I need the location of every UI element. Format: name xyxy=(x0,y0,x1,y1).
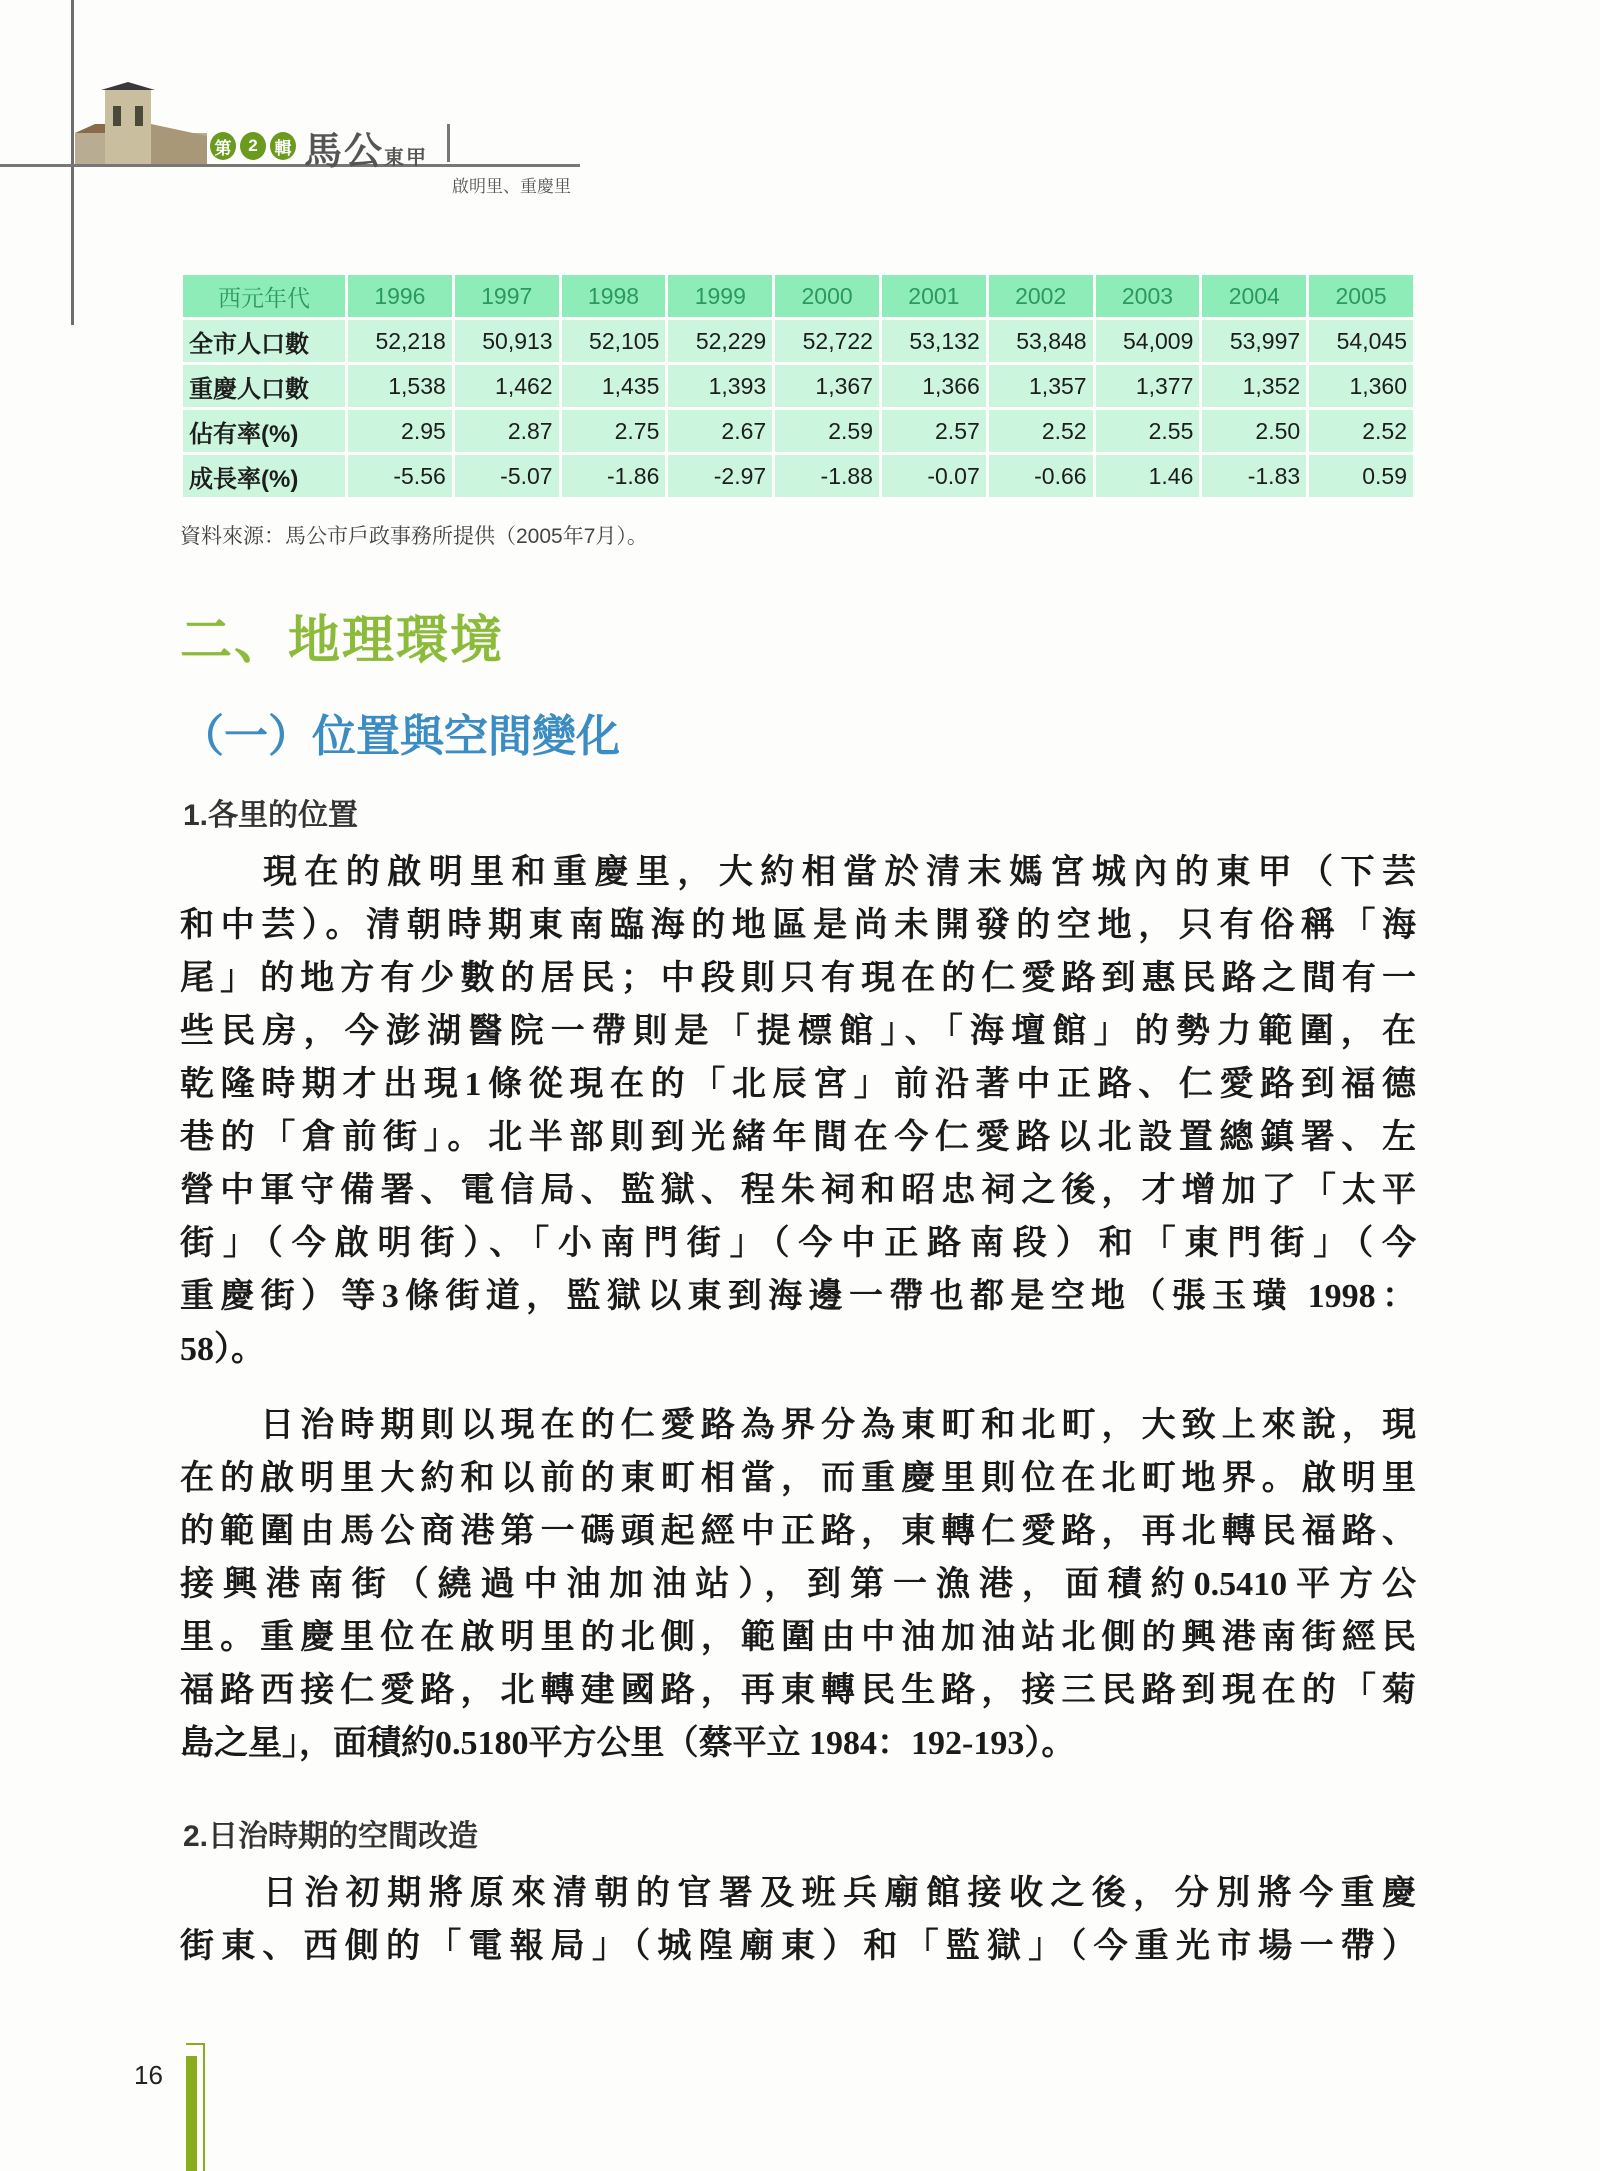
table-cell: -0.66 xyxy=(989,455,1093,497)
table-cell: 1,435 xyxy=(562,365,666,407)
series-title-small: 東甲 xyxy=(384,145,429,169)
table-cell: 1,538 xyxy=(348,365,452,407)
volume-badges xyxy=(210,132,296,160)
table-cell: 2.67 xyxy=(668,410,772,452)
table-cell: 2.52 xyxy=(989,410,1093,452)
table-row xyxy=(183,410,1413,452)
paragraph-line: 現在的啟明里和重慶里，大約相當於清末媽宮城內的東甲（下芸 xyxy=(180,854,1416,891)
table-cell: 1.46 xyxy=(1096,455,1200,497)
table-cell: 2.57 xyxy=(882,410,986,452)
paragraph-line: 尾」的地方有少數的居民；中段則只有現在的仁愛路到惠民路之間有一 xyxy=(180,960,1416,997)
table-header-row xyxy=(183,275,1413,317)
table-cell: 1,393 xyxy=(668,365,772,407)
table-cell: 2.87 xyxy=(455,410,559,452)
table-row xyxy=(183,320,1413,362)
series-title xyxy=(304,120,428,175)
badge: 第 xyxy=(210,132,236,160)
section-title: 二、地理環境 xyxy=(180,610,505,671)
table-cell: 2.59 xyxy=(775,410,879,452)
table-row xyxy=(183,455,1413,497)
header-horizontal-rule xyxy=(0,164,580,167)
row-header: 重慶人口數 xyxy=(183,365,345,407)
table-cell: 52,722 xyxy=(775,320,879,362)
table-cell: 2.75 xyxy=(562,410,666,452)
column-header-year: 2001 xyxy=(882,275,986,317)
column-header-year: 2005 xyxy=(1309,275,1413,317)
table-cell: 1,366 xyxy=(882,365,986,407)
series-title-main: 馬公 xyxy=(304,128,385,173)
table-cell: 2.50 xyxy=(1202,410,1306,452)
badge: 輯 xyxy=(270,132,296,160)
table-cell: 1,367 xyxy=(775,365,879,407)
paragraph-line: 乾隆時期才出現1條從現在的「北辰宮」前沿著中正路、仁愛路到福德 xyxy=(180,1066,1416,1103)
table-cell: 0.59 xyxy=(1309,455,1413,497)
table-cell: 1,462 xyxy=(455,365,559,407)
table-row xyxy=(183,365,1413,407)
table-cell: 2.52 xyxy=(1309,410,1413,452)
column-header-year: 1996 xyxy=(348,275,452,317)
paragraph-line: 日治時期則以現在的仁愛路為界分為東町和北町，大致上來說，現 xyxy=(180,1407,1416,1444)
table-cell: 2.55 xyxy=(1096,410,1200,452)
table-cell: 52,105 xyxy=(562,320,666,362)
title-divider xyxy=(447,124,450,162)
table-cell: 1,352 xyxy=(1202,365,1306,407)
column-header-year: 2002 xyxy=(989,275,1093,317)
table-cell: 54,009 xyxy=(1096,320,1200,362)
table-cell: 53,132 xyxy=(882,320,986,362)
paragraph-line: 在的啟明里大約和以前的東町相當，而重慶里則位在北町地界。啟明里 xyxy=(180,1460,1416,1497)
table-cell: 1,360 xyxy=(1309,365,1413,407)
paragraph-line: 的範圍由馬公商港第一碼頭起經中正路，東轉仁愛路，再北轉民福路、 xyxy=(180,1513,1416,1550)
column-header-year: 1999 xyxy=(668,275,772,317)
subsection-title: （一）位置與空間變化 xyxy=(180,712,620,761)
column-header-label: 西元年代 xyxy=(183,275,345,317)
paragraph-line: 街東、西側的「電報局」（城隍廟東）和「監獄」（今重光市場一帶） xyxy=(180,1928,1416,1965)
page-accent-line xyxy=(203,2043,205,2171)
page-accent-tick xyxy=(186,2043,204,2045)
paragraph-line: 重慶街）等3條街道，監獄以東到海邊一帶也都是空地（張玉璜 1998： xyxy=(180,1278,1416,1315)
table-cell: -2.97 xyxy=(668,455,772,497)
badge: 2 xyxy=(240,132,266,160)
paragraph-line: 58）。 xyxy=(180,1331,265,1368)
page-number: 16 xyxy=(134,2060,163,2090)
table-cell: 53,848 xyxy=(989,320,1093,362)
heading-japanese-era: 2.日治時期的空間改造 xyxy=(183,1820,479,1853)
table-cell: 50,913 xyxy=(455,320,559,362)
paragraph-line: 些民房，今澎湖醫院一帶則是「提標館」、「海壇館」的勢力範圍，在 xyxy=(180,1013,1416,1050)
row-header: 成長率(%) xyxy=(183,455,345,497)
table-caption: 資料來源：馬公市戶政事務所提供（2005年7月）。 xyxy=(180,525,648,548)
column-header-year: 1997 xyxy=(455,275,559,317)
chapter-subtitle: 啟明里、重慶里 xyxy=(452,177,571,196)
column-header-year: 2004 xyxy=(1202,275,1306,317)
paragraph-line: 福路西接仁愛路，北轉建國路，再東轉民生路，接三民路到現在的「菊 xyxy=(180,1672,1416,1709)
table-cell: 53,997 xyxy=(1202,320,1306,362)
column-header-year: 1998 xyxy=(562,275,666,317)
column-header-year: 2003 xyxy=(1096,275,1200,317)
row-header: 佔有率(%) xyxy=(183,410,345,452)
margin-vertical-rule xyxy=(71,0,74,325)
paragraph-line: 日治初期將原來清朝的官署及班兵廟館接收之後，分別將今重慶 xyxy=(180,1875,1416,1912)
page-accent-bar xyxy=(186,2056,197,2171)
population-table xyxy=(180,272,1416,500)
building-photo-icon xyxy=(75,78,207,164)
paragraph-line: 里。重慶里位在啟明里的北側，範圍由中油加油站北側的興港南街經民 xyxy=(180,1619,1416,1656)
table-cell: -1.83 xyxy=(1202,455,1306,497)
table-cell: 1,377 xyxy=(1096,365,1200,407)
paragraph-line: 巷的「倉前街」。北半部則到光緒年間在今仁愛路以北設置總鎮署、左 xyxy=(180,1119,1416,1156)
paragraph-line: 街」（今啟明街）、「小南門街」（今中正路南段）和「東門街」（今 xyxy=(180,1225,1416,1262)
table-cell: 54,045 xyxy=(1309,320,1413,362)
row-header: 全市人口數 xyxy=(183,320,345,362)
table-cell: -5.56 xyxy=(348,455,452,497)
table-cell: 1,357 xyxy=(989,365,1093,407)
table-cell: -1.88 xyxy=(775,455,879,497)
paragraph-line: 和中芸）。清朝時期東南臨海的地區是尚未開發的空地，只有俗稱「海 xyxy=(180,907,1416,944)
paragraph-line: 接興港南街（繞過中油加油站），到第一漁港，面積約0.5410平方公 xyxy=(180,1566,1416,1603)
table-cell: -1.86 xyxy=(562,455,666,497)
paragraph-line: 島之星」，面積約0.5180平方公里（蔡平立 1984：192-193）。 xyxy=(180,1725,1076,1762)
table-cell: -0.07 xyxy=(882,455,986,497)
table-cell: 52,218 xyxy=(348,320,452,362)
heading-position: 1.各里的位置 xyxy=(183,799,359,832)
column-header-year: 2000 xyxy=(775,275,879,317)
table-cell: 52,229 xyxy=(668,320,772,362)
table-cell: -5.07 xyxy=(455,455,559,497)
table-cell: 2.95 xyxy=(348,410,452,452)
paragraph-line: 營中軍守備署、電信局、監獄、程朱祠和昭忠祠之後，才增加了「太平 xyxy=(180,1172,1416,1209)
